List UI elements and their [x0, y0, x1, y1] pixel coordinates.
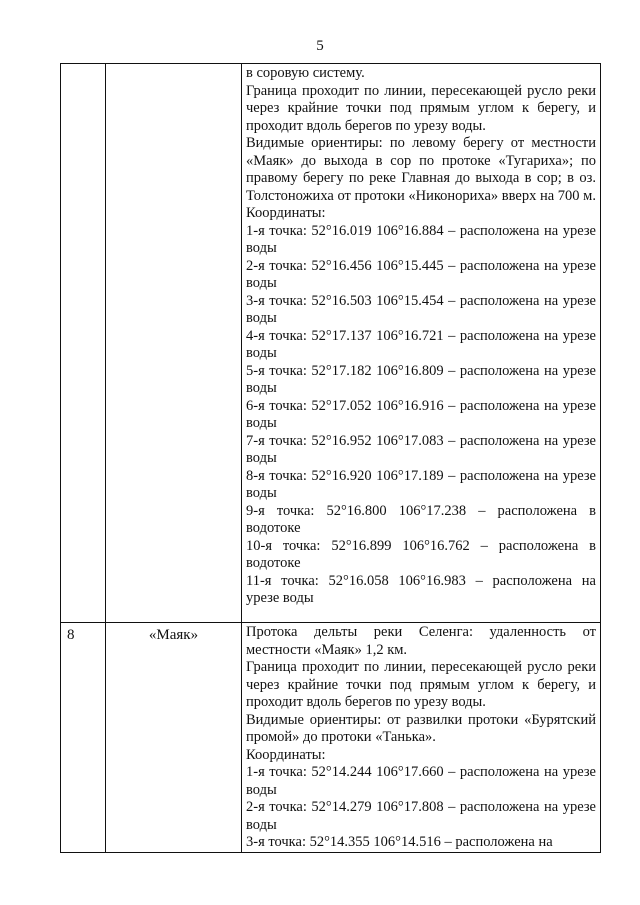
description-cell: [242, 64, 601, 623]
coordinate-point: 2-я точка: 52°16.456 106°15.445 – расположена на урезе воды: [246, 257, 596, 291]
page-number: 5: [316, 38, 324, 54]
description-paragraph: в соровую систему.: [246, 65, 365, 81]
coordinate-point: 11-я точка: 52°16.058 106°16.983 – расположена на урезе воды: [246, 572, 596, 606]
coordinate-point: 3-я точка: 52°16.503 106°15.454 – расположена на урезе воды: [246, 292, 596, 326]
row-number: 8: [61, 623, 106, 853]
coordinate-point: 5-я точка: 52°17.182 106°16.809 – расположена на урезе воды: [246, 362, 596, 396]
coordinates-heading: Координаты:: [246, 205, 326, 221]
description-paragraph: Видимые ориентиры: от развилки протоки «Бурятский промой» до протоки «Танька».: [246, 711, 596, 745]
description-paragraph: Граница проходит по линии, пересекающей русло реки через крайние точки под прямым углом к берегу, и проходит вдоль берегов по урезу воды.: [246, 82, 596, 134]
table-row: [61, 623, 601, 853]
location-name: «Маяк»: [106, 623, 242, 853]
description-paragraph: Граница проходит по линии, пересекающей русло реки через крайние точки под прямым углом к берегу, и проходит вдоль берегов по урезу воды.: [246, 659, 596, 710]
description-paragraph: Видимые ориентиры: по левому берегу от местности «Маяк» до выхода в сор по протоке «Тугариха»; по правому берегу по реке Главная до выхода в сор; в оз. Толстоножиха от протоки «Никонориха» вверх на 700 м.: [246, 135, 596, 204]
coordinate-point: 1-я точка: 52°16.019 106°16.884 – расположена на урезе воды: [246, 222, 596, 256]
coordinate-point: 3-я точка: 52°14.355 106°14.516 – расположена на: [246, 834, 553, 850]
coordinate-point: 6-я точка: 52°17.052 106°16.916 – расположена на урезе воды: [246, 397, 596, 431]
coordinates-heading: Координаты:: [246, 746, 326, 763]
coordinate-point: 1-я точка: 52°14.244 106°17.660 – расположена на урезе воды: [246, 764, 596, 798]
row-number: [61, 64, 106, 623]
coordinate-point: 7-я точка: 52°16.952 106°17.083 – расположена на урезе воды: [246, 432, 596, 466]
coordinate-point: 2-я точка: 52°14.279 106°17.808 – расположена на урезе воды: [246, 799, 596, 833]
description-paragraph: Протока дельты реки Селенга: удаленность от местности «Маяк» 1,2 км.: [246, 624, 596, 658]
coordinate-point: 4-я точка: 52°17.137 106°16.721 – расположена на урезе воды: [246, 327, 596, 361]
coordinate-point: 8-я точка: 52°16.920 106°17.189 – расположена на урезе воды: [246, 467, 596, 501]
coordinate-point: 10-я точка: 52°16.899 106°16.762 – расположена в водотоке: [246, 537, 596, 571]
zones-table: [60, 63, 601, 853]
coordinate-point: 9-я точка: 52°16.800 106°17.238 – расположена в водотоке: [246, 502, 596, 536]
table-row: [61, 64, 601, 623]
location-name: [106, 64, 242, 623]
description-cell: [242, 623, 601, 853]
